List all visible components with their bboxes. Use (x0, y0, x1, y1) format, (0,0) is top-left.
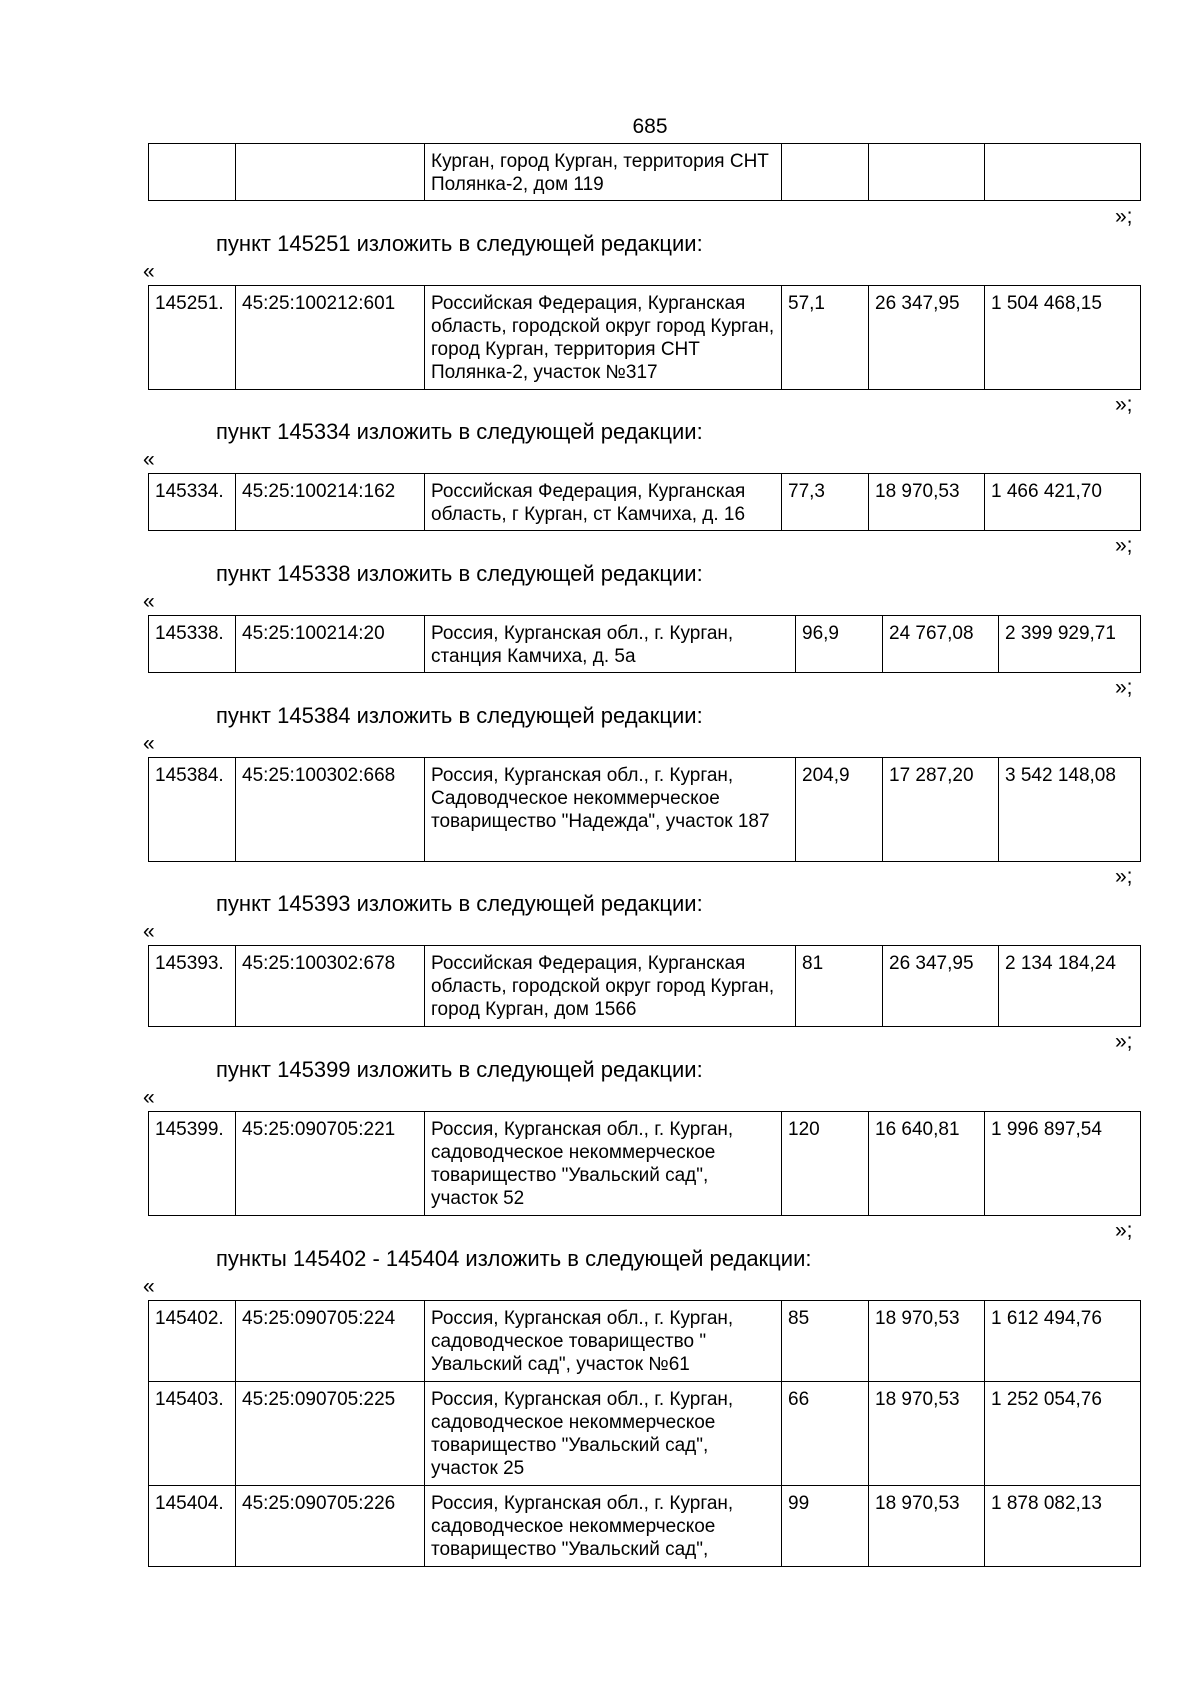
price-cell: 18 970,53 (869, 474, 985, 531)
row-number: 145384. (149, 758, 236, 862)
section-heading: пункт 145338 изложить в следующей редакции: (216, 561, 703, 586)
cadastral-number: 45:25:100214:162 (236, 474, 425, 531)
price-cell: 18 970,53 (869, 1382, 985, 1486)
value-cell: 1 612 494,76 (985, 1301, 1141, 1382)
area-cell: 57,1 (782, 286, 869, 390)
opening-mark: « (143, 920, 155, 943)
price-cell: 26 347,95 (883, 946, 999, 1027)
table-row (149, 1301, 1141, 1382)
area-cell: 120 (782, 1112, 869, 1216)
area-cell: 204,9 (796, 758, 883, 862)
section-heading: пункт 145384 изложить в следующей редакции: (216, 703, 703, 728)
price-cell: 18 970,53 (869, 1486, 985, 1567)
closing-mark: »; (1115, 1219, 1133, 1242)
opening-mark: « (143, 448, 155, 471)
opening-mark: « (143, 1275, 155, 1298)
table-row (149, 946, 1141, 1027)
price-cell: 26 347,95 (869, 286, 985, 390)
row-number: 145334. (149, 474, 236, 531)
closing-mark: »; (1115, 676, 1133, 699)
row-number: 145403. (149, 1382, 236, 1486)
address-cell: Российская Федерация, Курганская область, городской округ город Курган, город Курган, дом 1566 (425, 946, 796, 1027)
area-cell: 81 (796, 946, 883, 1027)
table-row (149, 758, 1141, 862)
cadastral-number: 45:25:090705:225 (236, 1382, 425, 1486)
address-cell: Россия, Курганская обл., г. Курган, садоводческое некоммерческое товарищество "Увальский сад", участок 52 (425, 1112, 782, 1216)
value-cell: 1 252 054,76 (985, 1382, 1141, 1486)
section-heading: пункт 145393 изложить в следующей редакции: (216, 891, 703, 916)
section-heading: пункт 145399 изложить в следующей редакции: (216, 1057, 703, 1082)
area-cell: 99 (782, 1486, 869, 1567)
address-cell: Россия, Курганская обл., г. Курган, Садоводческое некоммерческое товарищество "Надежда", участок 187 (425, 758, 796, 862)
table-row (149, 286, 1141, 390)
opening-mark: « (143, 1086, 155, 1109)
opening-mark: « (143, 732, 155, 755)
area-cell: 66 (782, 1382, 869, 1486)
table-row (149, 1486, 1141, 1567)
price-cell: 18 970,53 (869, 1301, 985, 1382)
section-table (148, 945, 1141, 1027)
section-heading: пункты 145402 - 145404 изложить в следующей редакции: (216, 1246, 812, 1271)
cadastral-number: 45:25:100214:20 (236, 616, 425, 673)
table-row (149, 1382, 1141, 1486)
section-table (148, 1111, 1141, 1216)
address-cell: Российская Федерация, Курганская область, городской округ город Курган, город Курган, территория СНТ Полянка-2, участок №317 (425, 286, 782, 390)
price-cell: 17 287,20 (883, 758, 999, 862)
closing-mark: »; (1115, 205, 1133, 228)
table-row (149, 144, 1141, 201)
area-cell: 77,3 (782, 474, 869, 531)
table-row (149, 616, 1141, 673)
section-table (148, 1300, 1141, 1567)
cadastral-number: 45:25:090705:224 (236, 1301, 425, 1382)
cadastral-number: 45:25:090705:226 (236, 1486, 425, 1567)
row-number: 145402. (149, 1301, 236, 1382)
cadastral-number: 45:25:100302:668 (236, 758, 425, 862)
address-cell: Россия, Курганская обл., г. Курган, садоводческое некоммерческое товарищество "Увальский сад", (425, 1486, 782, 1567)
section-table (148, 757, 1141, 862)
cadastral-number: 45:25:100302:678 (236, 946, 425, 1027)
price-cell: 24 767,08 (883, 616, 999, 673)
closing-mark: »; (1115, 865, 1133, 888)
value-cell: 1 996 897,54 (985, 1112, 1141, 1216)
opening-mark: « (143, 260, 155, 283)
address-cell: Российская Федерация, Курганская область, г Курган, ст Камчиха, д. 16 (425, 474, 782, 531)
closing-mark: »; (1115, 534, 1133, 557)
value-cell: 1 878 082,13 (985, 1486, 1141, 1567)
cadastral-number: 45:25:090705:221 (236, 1112, 425, 1216)
page-number: 685 (632, 115, 668, 138)
value-cell: 1 504 468,15 (985, 286, 1141, 390)
section-table (148, 473, 1141, 531)
row-number: 145404. (149, 1486, 236, 1567)
price-cell: 16 640,81 (869, 1112, 985, 1216)
closing-mark: »; (1115, 393, 1133, 416)
fragment-table (148, 143, 1141, 201)
closing-mark: »; (1115, 1030, 1133, 1053)
row-number: 145251. (149, 286, 236, 390)
table-row (149, 474, 1141, 531)
value-cell: 3 542 148,08 (999, 758, 1141, 862)
value-cell: 2 134 184,24 (999, 946, 1141, 1027)
area-cell: 85 (782, 1301, 869, 1382)
address-cell: Россия, Курганская обл., г. Курган, станция Камчиха, д. 5а (425, 616, 796, 673)
table-row (149, 1112, 1141, 1216)
address-cell: Курган, город Курган, территория СНТ Полянка-2, дом 119 (425, 144, 782, 201)
section-heading: пункт 145251 изложить в следующей редакции: (216, 231, 703, 256)
address-cell: Россия, Курганская обл., г. Курган, садоводческое товарищество " Увальский сад", участок №61 (425, 1301, 782, 1382)
row-number: 145338. (149, 616, 236, 673)
value-cell: 2 399 929,71 (999, 616, 1141, 673)
cadastral-number: 45:25:100212:601 (236, 286, 425, 390)
section-table (148, 285, 1141, 390)
row-number: 145393. (149, 946, 236, 1027)
area-cell: 96,9 (796, 616, 883, 673)
address-cell: Россия, Курганская обл., г. Курган, садоводческое некоммерческое товарищество "Увальский сад", участок 25 (425, 1382, 782, 1486)
section-heading: пункт 145334 изложить в следующей редакции: (216, 419, 703, 444)
value-cell: 1 466 421,70 (985, 474, 1141, 531)
row-number: 145399. (149, 1112, 236, 1216)
opening-mark: « (143, 590, 155, 613)
section-table (148, 615, 1141, 673)
